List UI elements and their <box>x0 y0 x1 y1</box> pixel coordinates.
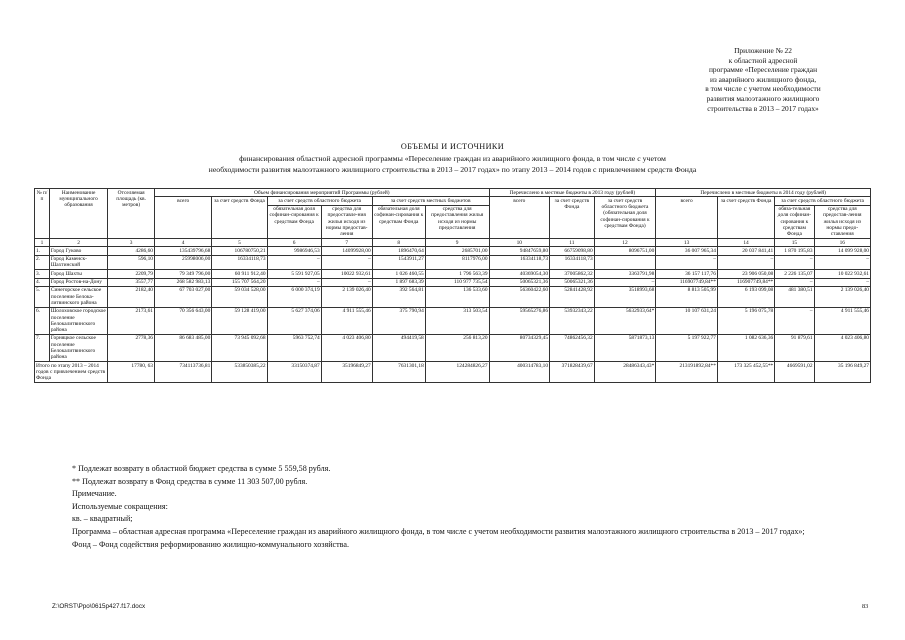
table-cell <box>594 255 656 270</box>
table-cell: 5 591 927,05 <box>267 270 321 278</box>
table-cell: 135439796,68 <box>154 247 211 255</box>
table-cell: 53932343,22 <box>550 307 595 334</box>
header-t14-fund: за счет средств Фонда <box>717 197 774 239</box>
total-cell: 7631301,18 <box>372 362 425 383</box>
document-title: ОБЪЕМЫ И ИСТОЧНИКИ <box>400 142 505 151</box>
table-cell: 80734329,45 <box>489 334 550 361</box>
table-cell: 36 007 965,34 <box>656 247 718 255</box>
note-text: Программа – областная адресная программа «Переселение граждан из аварийного жилищного фонда, в том числе с учетом необходимости развития малоэтажного жилищного строительства в 2013 – 2017 годах»; <box>72 526 805 536</box>
table-cell: 5963 752,74 <box>267 334 321 361</box>
total-cell: 173 325 452,55** <box>717 362 774 383</box>
table-cell: 7. <box>35 334 50 361</box>
table-cell: 375 790,94 <box>372 307 425 334</box>
table-cell: 1 796 563,39 <box>425 270 489 278</box>
table-row <box>35 270 871 278</box>
table-cell: 37005862,32 <box>550 270 595 278</box>
col-number: 6 <box>267 239 321 247</box>
table-cell: 6 000 374,19 <box>267 286 321 307</box>
note-line: Используемые сокращения: <box>72 501 168 511</box>
table-cell: 16334118,73 <box>550 255 595 270</box>
table-cell: 4 023 406,80 <box>321 334 372 361</box>
note-line: Фонд – Фонд содействия реформированию жилищно-коммунального хозяйства. <box>72 539 350 549</box>
table-cell: 50065321,36 <box>550 278 595 286</box>
table-cell: 2778,36 <box>108 334 155 361</box>
appendix-line: в том числе с учетом необходимости <box>705 84 821 94</box>
table-cell: – <box>267 255 321 270</box>
header-volume: Объем финансирования мероприятий Программы (рублей) <box>154 189 489 197</box>
table-cell: 74862456,32 <box>550 334 595 361</box>
table-cell: 1 026 460,55 <box>372 270 425 278</box>
header-reg-mandatory: обязательная доля софинан-сирования к средствам Фонда <box>267 205 321 238</box>
col-number: 9 <box>425 239 489 247</box>
table-cell: 3518993,68 <box>594 286 656 307</box>
table-cell: 16334118,73 <box>212 255 267 270</box>
header-t14-mandatory: обяза-тельная доля софинан-сирования к средствам Фонда <box>775 205 814 238</box>
col-number: 8 <box>372 239 425 247</box>
table-cell: 5 197 922,77 <box>656 334 718 361</box>
table-cell: – <box>814 255 870 270</box>
header-regional: за счет средств областного бюджета <box>267 197 372 205</box>
table-cell: 20 037 841,41 <box>717 247 774 255</box>
col-number: 13 <box>656 239 718 247</box>
total-cell: 213191892,84** <box>656 362 718 383</box>
table-cell: 59 034 528,00 <box>212 286 267 307</box>
table-cell: 94847659,80 <box>489 247 550 255</box>
table-cell: 40369054,30 <box>489 270 550 278</box>
table-cell: 52841428,92 <box>550 286 595 307</box>
table-cell: 66759098,80 <box>550 247 595 255</box>
table-cell: 596,10 <box>108 255 155 270</box>
total-cell: 734113736,81 <box>154 362 211 383</box>
table-cell: 4 023 406,80 <box>814 334 870 361</box>
table-cell: 91 879,61 <box>775 334 814 361</box>
col-number: 14 <box>717 239 774 247</box>
table-cell: 23 906 050,08 <box>717 270 774 278</box>
table-cell: – <box>321 278 372 286</box>
total-cell: 35 196 849,27 <box>814 362 870 383</box>
table-cell: 3363791,98 <box>594 270 656 278</box>
table-body <box>35 247 871 362</box>
financing-table <box>34 188 871 383</box>
table-cell: 8117976,00 <box>425 255 489 270</box>
header-total: всего <box>154 197 211 239</box>
header-loc-mandatory: обязательная доля софинан-сирования к средствам Фонда <box>372 205 425 238</box>
table-cell: 10 022 932,61 <box>814 270 870 278</box>
col-number: 16 <box>814 239 870 247</box>
table-cell: – <box>775 307 814 334</box>
table-cell: 79 349 796,00 <box>154 270 211 278</box>
appendix-line: из аварийного жилищного фонда, <box>709 74 817 84</box>
note-line: кв. – квадратный; <box>72 514 133 524</box>
note-paragraph <box>34 526 874 539</box>
table-row <box>35 286 871 307</box>
table-cell: 268 582 983,13 <box>154 278 211 286</box>
table-cell: 50065321,36 <box>489 278 550 286</box>
table-cell: 4286,60 <box>108 247 155 255</box>
table-cell: 6 193 099,08 <box>717 286 774 307</box>
table-cell: Шолоховское городское поселение Белокалитвинского района <box>50 308 106 334</box>
header-local: за счет средств местных бюджетов <box>372 197 489 205</box>
table-cell: 14 099 928,00 <box>814 247 870 255</box>
col-number: 5 <box>212 239 267 247</box>
table-cell: Город Гуково <box>49 247 107 255</box>
table-row <box>35 278 871 286</box>
table-cell: 256 813,20 <box>425 334 489 361</box>
col-number: 12 <box>594 239 656 247</box>
table-cell: Город Шахты <box>49 270 107 278</box>
appendix-block <box>660 46 866 113</box>
subtitle-line: финансирования областной адресной программы «Переселение граждан из аварийного жилищного фонда, в том числе с учетом <box>239 154 666 163</box>
table-cell: 6. <box>35 307 50 334</box>
table-cell: 67 703 027,00 <box>154 286 211 307</box>
table-cell: 1543911,27 <box>372 255 425 270</box>
footer-page-number: 83 <box>862 603 869 610</box>
table-row <box>35 307 871 334</box>
table-cell: 5 196 075,78 <box>717 307 774 334</box>
header-t14-regional: за счет средств областного бюджета <box>775 197 871 205</box>
table-cell: Город Каменск-Шахтинский <box>49 255 107 270</box>
table-row <box>35 247 871 255</box>
table-cell: 10022 932,61 <box>321 270 372 278</box>
header-t14-total: всего <box>656 197 718 239</box>
table-cell: 59565276,86 <box>489 307 550 334</box>
table-cell: 2 139 026,40 <box>321 286 372 307</box>
table-cell: 5 627 374,06 <box>267 307 321 334</box>
table-cell: – <box>321 255 372 270</box>
header-t13-fund: за счет средств Фонда <box>550 197 595 239</box>
table-cell: 70 356 643,00 <box>154 307 211 334</box>
table-cell: 16334118,73 <box>489 255 550 270</box>
table-cell: Синегорское сельское поселение Белока-литвинского района <box>49 286 107 307</box>
table-cell: 60 911 912,40 <box>212 270 267 278</box>
table-row <box>35 255 871 270</box>
table-cell: 5871873,13 <box>594 334 656 361</box>
appendix-line: строительства в 2013 – 2017 годах» <box>707 103 819 113</box>
table-cell: 1. <box>35 247 50 255</box>
header-t14-extra: средства для предостав-ления жилья исходя из нормы предо-ставления <box>814 205 870 238</box>
table-cell: 2685701,00 <box>425 247 489 255</box>
table-cell: 392 564,81 <box>372 286 425 307</box>
header-t13-total: всего <box>489 197 550 239</box>
table-cell: 5632933,64* <box>594 307 656 334</box>
appendix-line: программе «Переселение граждан <box>708 65 818 75</box>
table-cell: 4. <box>35 278 50 286</box>
table-cell: – <box>775 278 814 286</box>
header-fund: за счет средств Фонда <box>212 197 267 239</box>
table-cell: 155 707 564,20 <box>212 278 267 286</box>
col-number: 3 <box>108 239 155 247</box>
table-cell: 59 128 419,00 <box>212 307 267 334</box>
table-cell: 3557,77 <box>108 278 155 286</box>
table-cell: 2 226 135,07 <box>775 270 814 278</box>
table-cell: 4 911 555,46 <box>814 307 870 334</box>
table-cell: 8096751,00 <box>594 247 656 255</box>
table-cell: 73 945 092,68 <box>212 334 267 361</box>
note-line: Примечание. <box>72 489 117 499</box>
table-cell: 36 157 117,76 <box>656 270 718 278</box>
total-cell: 400314783,10 <box>489 362 550 383</box>
table-cell: 116907749,84** <box>656 278 718 286</box>
header-num: № п/п <box>35 189 50 239</box>
column-number-row <box>35 239 871 247</box>
table-cell: 14099928,00 <box>321 247 372 255</box>
total-cell: 533850385,22 <box>212 362 267 383</box>
table-cell: 10 107 631,24 <box>656 307 718 334</box>
table-cell: 5. <box>35 286 50 307</box>
table-cell: 136 533,60 <box>425 286 489 307</box>
table-cell: Город Ростов-на-Дону <box>49 278 107 286</box>
appendix-line: Приложение № 22 <box>734 46 792 55</box>
col-number: 10 <box>489 239 550 247</box>
table-cell: 1 870 195,83 <box>775 247 814 255</box>
total-row <box>35 362 871 383</box>
table-cell: 2 139 026,40 <box>814 286 870 307</box>
table-cell: 481 380,51 <box>775 286 814 307</box>
footer-file-path: Z:\ORST\Ppo\0615p427.f17.docx <box>52 603 146 610</box>
table-cell: 25998006,00 <box>154 255 211 270</box>
col-number: 7 <box>321 239 372 247</box>
total-cell: 4669591,02 <box>775 362 814 383</box>
total-label: Итого по этапу 2013 – 2014 годов с привлечением средств Фонда <box>35 362 108 383</box>
col-number: 11 <box>550 239 595 247</box>
table-cell: 116907749,84** <box>717 278 774 286</box>
table-cell: 4 911 555,46 <box>321 307 372 334</box>
table-cell: 2173,61 <box>108 307 155 334</box>
note-line: * Подлежат возврату в областной бюджет средства в сумме 5 559,58 рубля. <box>72 464 331 473</box>
table-cell: 1896470,64 <box>372 247 425 255</box>
appendix-line: к областной адресной <box>728 55 798 65</box>
notes-block <box>34 463 874 551</box>
total-cell: 124284826,27 <box>425 362 489 383</box>
total-cell: 35196849,27 <box>321 362 372 383</box>
total-cell: 28486343,43* <box>594 362 656 383</box>
table-cell: 2209,79 <box>108 270 155 278</box>
table-cell: – <box>267 278 321 286</box>
subtitle-line: необходимости развития малоэтажного жилищного строительства в 2013 – 2017 годах» по этапу 2013 – 2014 годов с привлечением средств Фонда <box>208 165 697 174</box>
table-cell: 2. <box>35 255 50 270</box>
header-reg-extra: средства для предоставле-ния жилья исходя из нормы предостав-ления <box>321 205 372 238</box>
col-number: 1 <box>35 239 50 247</box>
table-cell: 1 897 683,39 <box>372 278 425 286</box>
table-cell: 3. <box>35 270 50 278</box>
total-cell: 17780, 63 <box>108 362 155 383</box>
total-cell: 371828439,67 <box>550 362 595 383</box>
table-cell: 56360422,60 <box>489 286 550 307</box>
document-subtitle <box>0 153 905 175</box>
table-cell: 8 813 505,99 <box>656 286 718 307</box>
header-name: Наименование муниципального образования <box>49 189 107 239</box>
header-loc-extra: средства для предоставления жилья исходя из нормы предоставления <box>425 205 489 238</box>
table-cell: 106780750,21 <box>212 247 267 255</box>
header-row <box>35 197 871 205</box>
table-cell: – <box>594 278 656 286</box>
table-cell: – <box>775 255 814 270</box>
table-cell: 9986946,53 <box>267 247 321 255</box>
table-cell: – <box>814 278 870 286</box>
table-cell: – <box>717 255 774 270</box>
header-row <box>35 189 871 197</box>
header-transferred-2014: Перечислено в местные бюджеты в 2014 году (рублей) <box>656 189 871 197</box>
table-cell: 86 683 485,00 <box>154 334 211 361</box>
col-number: 2 <box>49 239 107 247</box>
total-cell: 33150374,87 <box>267 362 321 383</box>
table-cell: 494419,58 <box>372 334 425 361</box>
table-cell: Горняцкое сельское поселение Белокалитвинского района <box>49 334 107 361</box>
table-cell: 110 977 735,54 <box>425 278 489 286</box>
header-area: Отселяемая площадь (кв. метров) <box>108 189 155 239</box>
table-row <box>35 334 871 361</box>
table-cell: 2182,40 <box>108 286 155 307</box>
col-number: 4 <box>154 239 211 247</box>
header-transferred-2013: Перечислено в местные бюджеты в 2013 году (рублей) <box>489 189 656 197</box>
header-t13-regional: за счет средств областного бюджета (обязательная доля софинан-сирования к средствам Фонда) <box>594 197 656 239</box>
appendix-line: развития малоэтажного жилищного <box>706 93 820 103</box>
col-number: 15 <box>775 239 814 247</box>
note-line: ** Подлежат возврату в Фонд средства в сумме 11 303 507,00 рубля. <box>72 476 308 486</box>
table-cell: 313 503,54 <box>425 307 489 334</box>
table-cell: – <box>656 255 718 270</box>
table-cell: 1 082 636,36 <box>717 334 774 361</box>
